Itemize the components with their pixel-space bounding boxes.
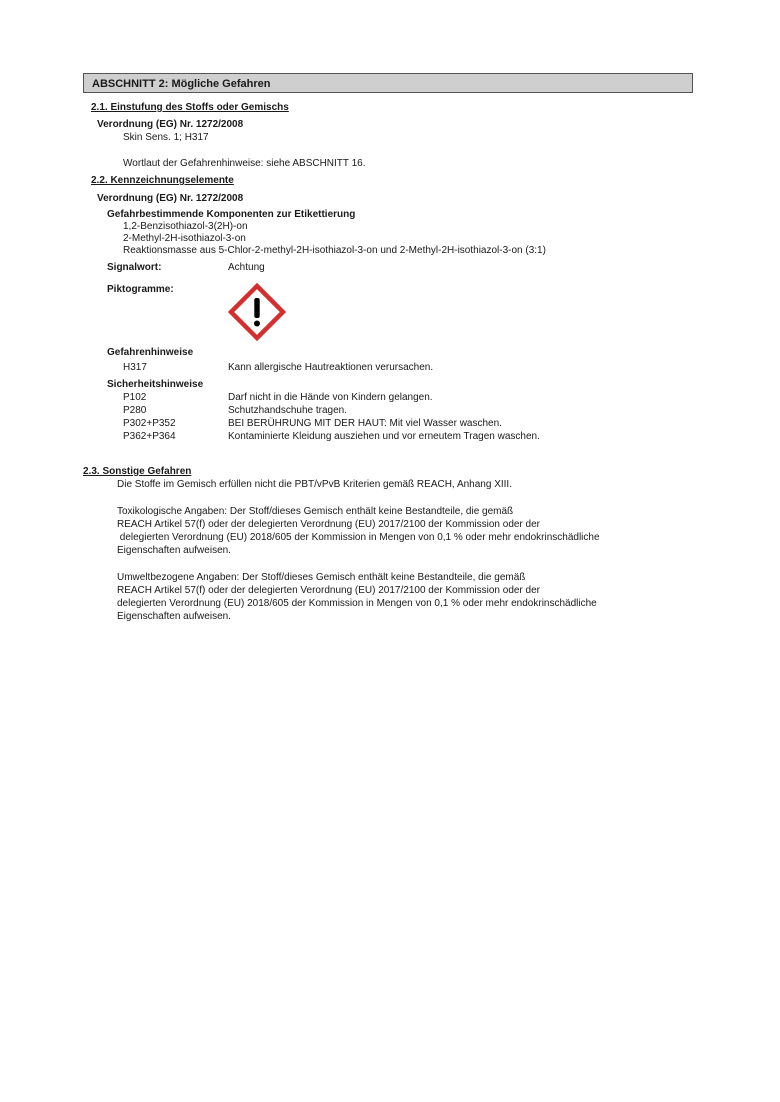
- tox-line: Eigenschaften aufweisen.: [117, 545, 231, 556]
- safety-text: BEI BERÜHRUNG MIT DER HAUT: Mit viel Wasser waschen.: [228, 418, 502, 429]
- safety-code: P280: [123, 405, 147, 416]
- s22-regulation: Verordnung (EG) Nr. 1272/2008: [97, 193, 244, 204]
- env-line: delegierten Verordnung (EU) 2018/605 der Kommission in Mengen von 0,1 % oder mehr endokrinschädliche: [117, 598, 597, 609]
- component-item: 2-Methyl-2H-isothiazol-3-on: [123, 233, 246, 244]
- safety-text: Schutzhandschuhe tragen.: [228, 405, 347, 416]
- hazard-code: H317: [123, 362, 147, 373]
- signal-word-value: Achtung: [228, 262, 265, 273]
- pictogram-label: Piktogramme:: [107, 284, 174, 295]
- tox-line: Toxikologische Angaben: Der Stoff/dieses Gemisch enthält keine Bestandteile, die gemäß: [117, 506, 514, 517]
- s21-classification: Skin Sens. 1; H317: [123, 132, 209, 143]
- safety-code: P102: [123, 392, 147, 403]
- s21-regulation: Verordnung (EG) Nr. 1272/2008: [97, 119, 244, 130]
- section-header: ABSCHNITT 2: Mögliche Gefahren: [83, 73, 693, 93]
- hazard-statements-label: Gefahrenhinweise: [107, 347, 194, 358]
- component-item: 1,2-Benzisothiazol-3(2H)-on: [123, 221, 248, 232]
- env-line: Eigenschaften aufweisen.: [117, 611, 231, 622]
- safety-text: Darf nicht in die Hände von Kindern gelangen.: [228, 392, 433, 403]
- section-2-3-heading: 2.3. Sonstige Gefahren: [83, 466, 192, 477]
- section-2-2-heading: 2.2. Kennzeichnungselemente: [91, 175, 234, 186]
- s21-wording: Wortlaut der Gefahrenhinweise: siehe ABSCHNITT 16.: [123, 158, 366, 169]
- hazard-text: Kann allergische Hautreaktionen verursachen.: [228, 362, 434, 373]
- safety-code: P302+P352: [123, 418, 176, 429]
- tox-line: delegierten Verordnung (EU) 2018/605 der Kommission in Mengen von 0,1 % oder mehr endokrinschädliche: [117, 532, 600, 543]
- safety-statements-label: Sicherheitshinweise: [107, 379, 204, 390]
- env-line: Umweltbezogene Angaben: Der Stoff/dieses Gemisch enthält keine Bestandteile, die gemäß: [117, 572, 526, 583]
- signal-word-label: Signalwort:: [107, 262, 162, 273]
- component-item: Reaktionsmasse aus 5-Chlor-2-methyl-2H-isothiazol-3-on und 2-Methyl-2H-isothiazol-3-on (3:1): [123, 245, 546, 256]
- safety-code: P362+P364: [123, 431, 176, 442]
- ghs07-exclamation-icon: [228, 283, 286, 341]
- tox-line: REACH Artikel 57(f) oder der delegierten Verordnung (EU) 2017/2100 der Kommission oder der: [117, 519, 540, 530]
- safety-text: Kontaminierte Kleidung ausziehen und vor erneutem Tragen waschen.: [228, 431, 540, 442]
- section-2-1-heading: 2.1. Einstufung des Stoffs oder Gemischs: [91, 102, 289, 113]
- env-line: REACH Artikel 57(f) oder der delegierten Verordnung (EU) 2017/2100 der Kommission oder der: [117, 585, 540, 596]
- pbt-statement: Die Stoffe im Gemisch erfüllen nicht die PBT/vPvB Kriterien gemäß REACH, Anhang XIII.: [117, 479, 512, 490]
- components-label: Gefahrbestimmende Komponenten zur Etikettierung: [107, 209, 356, 220]
